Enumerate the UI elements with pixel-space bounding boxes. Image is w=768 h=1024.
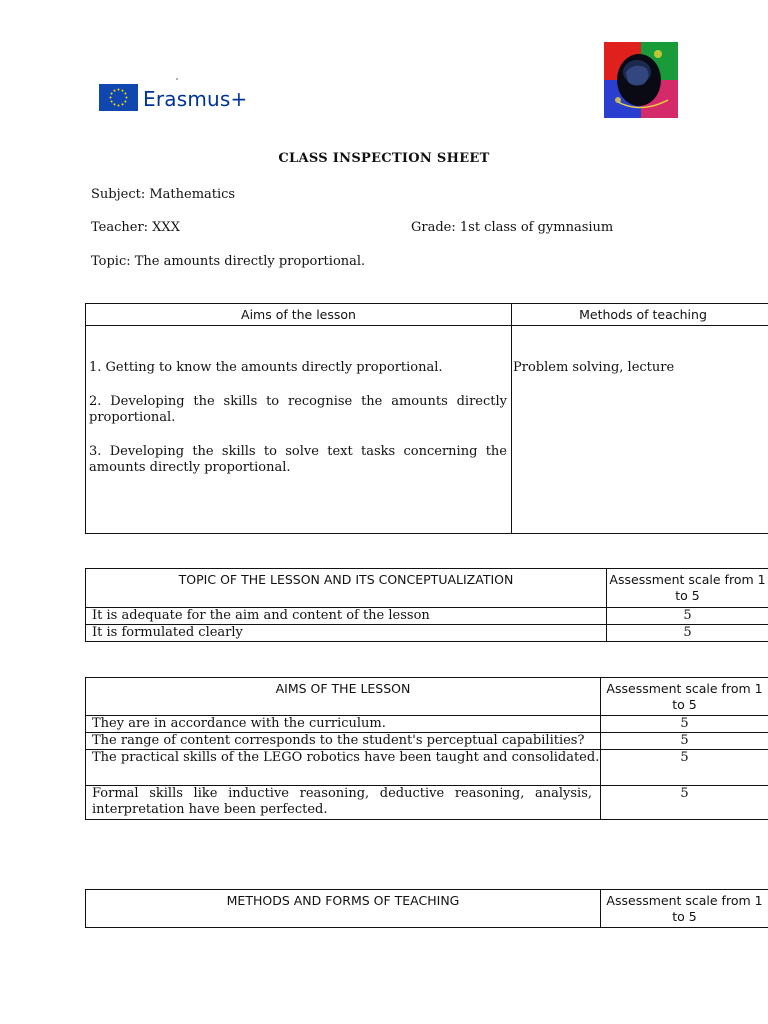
criterion-text: It is adequate for the aim and content of the lesson — [86, 608, 607, 625]
aim-item: 3. Developing the skills to solve text tasks concerning the amounts directly proportional. — [89, 444, 507, 475]
aims-section-header: AIMS OF THE LESSON — [86, 678, 601, 716]
scale-header: Assessment scale from 1 to 5 — [601, 678, 768, 716]
eu-flag-icon — [99, 84, 138, 111]
criterion-text: Formal skills like inductive reasoning, deductive reasoning, analysis, interpretation have been perfected. — [86, 786, 601, 820]
decorative-dot — [176, 78, 178, 80]
methods-header: Methods of teaching — [512, 304, 768, 326]
subject-line: Subject: Mathematics — [91, 187, 236, 202]
aims-table — [85, 677, 768, 820]
aims-cell — [86, 326, 512, 534]
criterion-score: 5 — [607, 608, 768, 625]
lesson-table — [85, 303, 768, 534]
aim-item: 1. Getting to know the amounts directly proportional. — [89, 360, 443, 375]
scale-header: Assessment scale from 1 to 5 — [601, 890, 768, 928]
criterion-text: The practical skills of the LEGO robotics have been taught and consolidated. — [86, 750, 601, 786]
topic-header: TOPIC OF THE LESSON AND ITS CONCEPTUALIZATION — [86, 569, 607, 608]
topic-table — [85, 568, 768, 642]
erasmus-logo-text: Erasmus+ — [143, 87, 248, 111]
methods-cell: Problem solving, lecture — [512, 326, 768, 534]
topic-line: Topic: The amounts directly proportional. — [91, 254, 366, 269]
aim-item: 2. Developing the skills to recognise the amounts directly proportional. — [89, 394, 507, 425]
criterion-score: 5 — [601, 733, 768, 750]
criterion-score: 5 — [607, 625, 768, 642]
criterion-score: 5 — [601, 716, 768, 733]
criterion-text: They are in accordance with the curriculum. — [86, 716, 601, 733]
methods-section-header: METHODS AND FORMS OF TEACHING — [86, 890, 601, 928]
grade-line: Grade: 1st class of gymnasium — [411, 220, 614, 235]
criterion-score: 5 — [601, 750, 768, 786]
aims-header: Aims of the lesson — [86, 304, 512, 326]
project-logo-icon — [604, 42, 678, 118]
methods-table — [85, 889, 768, 928]
teacher-line: Teacher: XXX — [91, 220, 180, 235]
criterion-text: It is formulated clearly — [86, 625, 607, 642]
document-title: CLASS INSPECTION SHEET — [278, 151, 490, 166]
scale-header: Assessment scale from 1 to 5 — [607, 569, 768, 608]
criterion-text: The range of content corresponds to the student's perceptual capabilities? — [86, 733, 601, 750]
criterion-score: 5 — [601, 786, 768, 820]
